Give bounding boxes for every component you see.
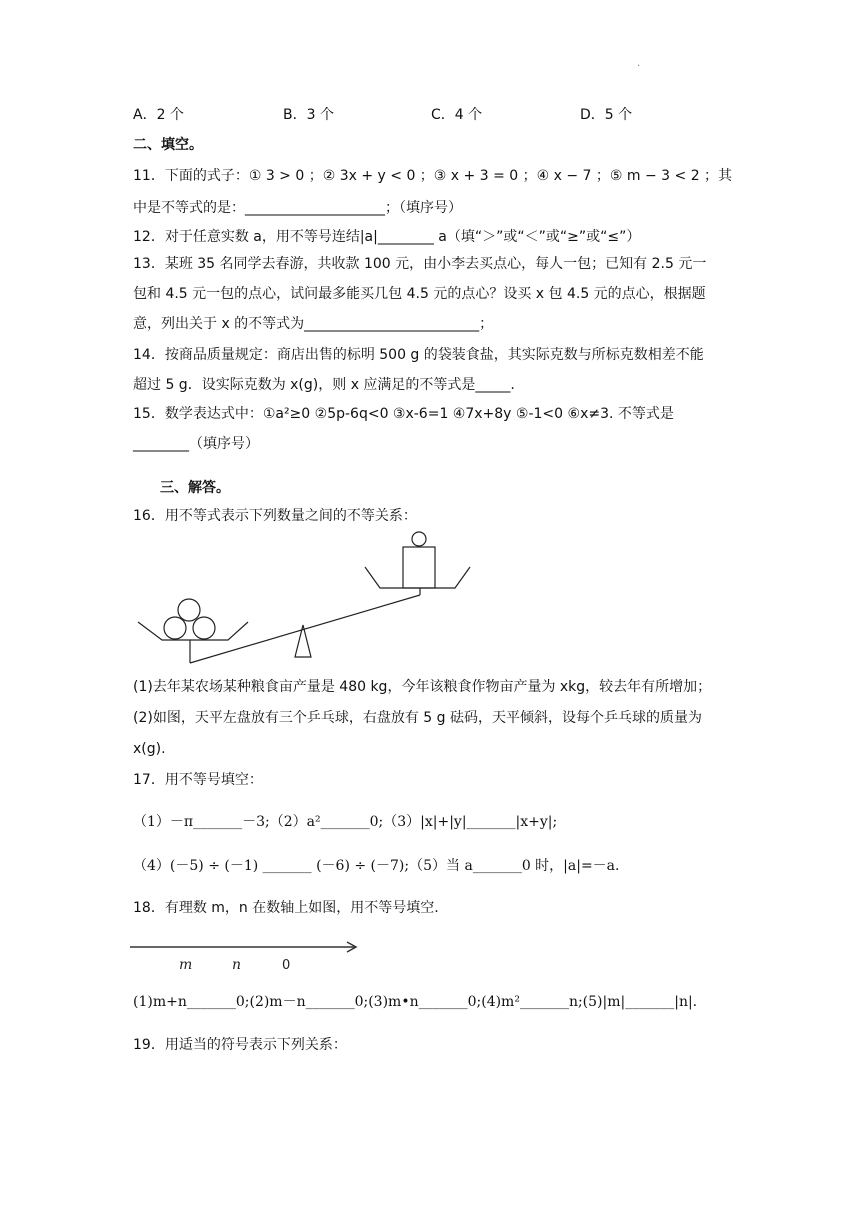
section-3-heading: 三、解答。 — [160, 480, 230, 496]
q17-line2: （4）(－5) ÷ (－1) _______ (－6) ÷ (－7);（5）当 a_______0 时，|a|=－a. — [133, 858, 620, 874]
q13-line2: 包和 4.5 元一包的点心，试问最多能买几包 4.5 元的点心？设买 x 包 4.5 元的点心，根据题 — [133, 286, 706, 302]
option-a: A．2 个 — [133, 107, 184, 123]
q12-text: 12．对于任意实数 a，用不等号连结|a|________ a（填“＞”或“＜”或“≥”或“≤”） — [133, 229, 641, 245]
q14-line2: 超过 5 g．设实际克数为 x(g)，则 x 应满足的不等式是_____. — [133, 377, 515, 393]
option-d: D．5 个 — [580, 107, 633, 123]
q18-line1: (1)m+n_______0;(2)m－n_______0;(3)m•n_______0;(4)m²_______n;(5)|m|_______|n|. — [133, 994, 698, 1010]
section-2-heading: 二、填空。 — [133, 137, 203, 153]
q18-title: 18．有理数 m，n 在数轴上如图，用不等号填空. — [133, 900, 439, 916]
q14-line1: 14．按商品质量规定：商店出售的标明 500 g 的袋装食盐，其实际克数与所标克数相差不能 — [133, 347, 704, 363]
q13-line1: 13．某班 35 名同学去春游，共收款 100 元，由小李去买点心，每人一包；已知有 2.5 元一 — [133, 256, 707, 272]
q16-title: 16．用不等式表示下列数量之间的不等关系： — [133, 508, 417, 524]
q11-line1: 11．下面的式子：① 3 > 0 ；② 3x + y < 0 ；③ x + 3 = 0 ；④ x − 7 ；⑤ m − 3 < 2 ；其 — [133, 168, 733, 184]
q15-line2: ________（填序号） — [133, 436, 259, 452]
q16-part2-line1: (2)如图，天平左盘放有三个乒乓球，右盘放有 5 g 砝码，天平倾斜，设每个乒乓球的质量为 — [133, 710, 702, 726]
q15-line1: 15．数学表达式中：①a²≥0 ②5p-6q<0 ③x-6=1 ④7x+8y ⑤-1<0 ⑥x≠3. 不等式是 — [133, 406, 674, 422]
balance-scale-figure — [130, 525, 475, 670]
axis-label-zero: 0 — [282, 958, 291, 973]
option-c: C．4 个 — [431, 107, 483, 123]
q11-line2: 中是不等式的是：____________________；（填序号） — [133, 200, 462, 216]
corner-mark: . — [637, 58, 641, 69]
q13-line3: 意，列出关于 x 的不等式为_________________________； — [133, 316, 494, 332]
number-line-figure — [130, 938, 365, 973]
q17-line1: （1）－π_______－3;（2）a²_______0;（3）|x|+|y|_______|x+y|; — [133, 814, 558, 830]
option-b: B．3 个 — [283, 107, 334, 123]
q16-part2-line2: x(g). — [133, 741, 166, 757]
axis-label-m: m — [179, 957, 193, 973]
q16-part1: (1)去年某农场某种粮食亩产量是 480 kg，今年该粮食作物亩产量为 xkg，较去年有所增加； — [133, 679, 712, 695]
axis-label-n: n — [232, 957, 242, 973]
q17-title: 17．用不等号填空： — [133, 772, 263, 788]
q19-title: 19．用适当的符号表示下列关系： — [133, 1037, 347, 1053]
